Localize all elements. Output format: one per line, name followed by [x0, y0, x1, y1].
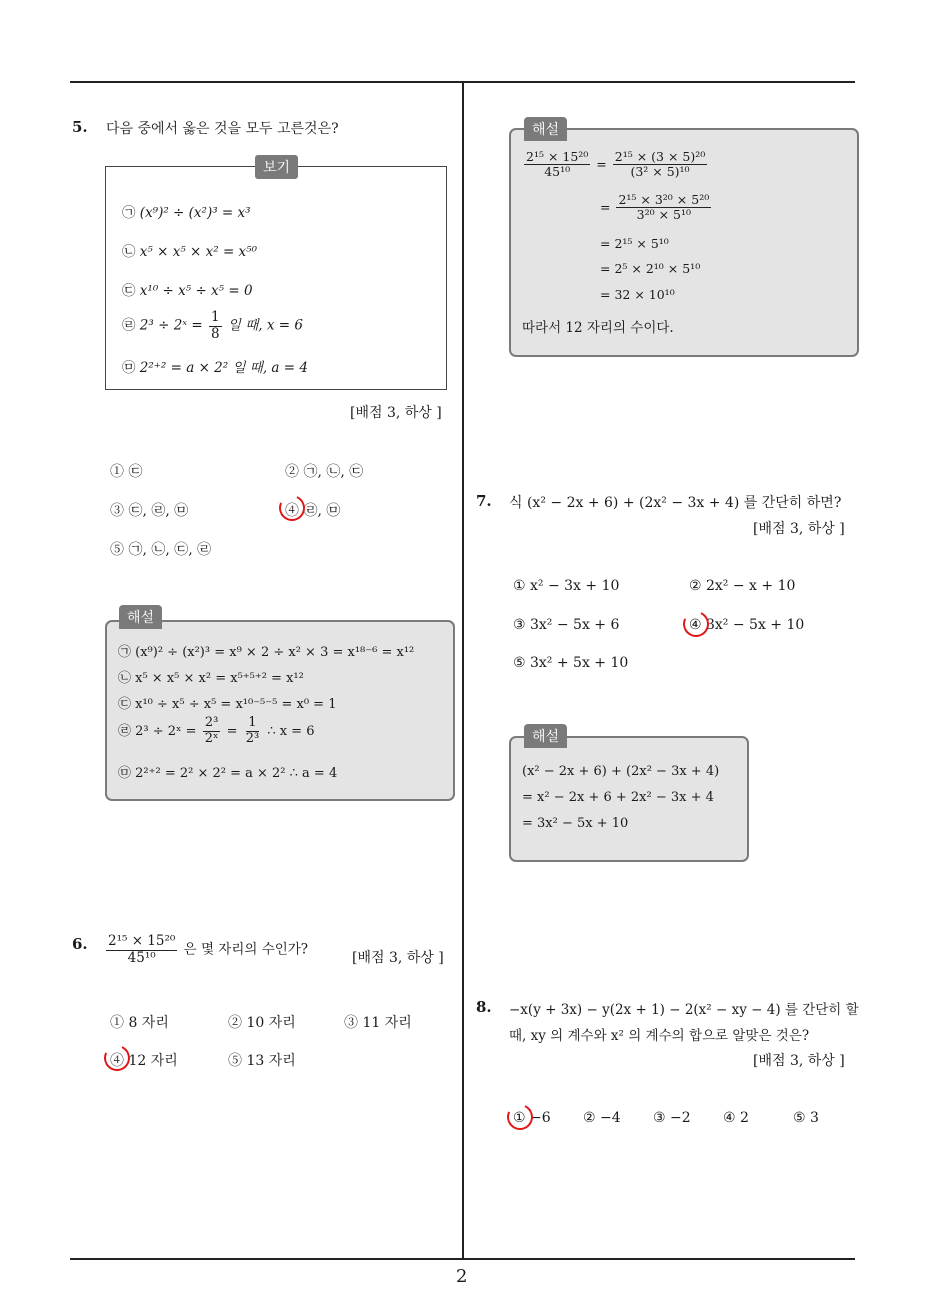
q8-choice-3[interactable]: ③ −2 [653, 1110, 691, 1126]
q7-choice-2[interactable]: ② 2x² − x + 10 [689, 578, 796, 594]
q5-bogi-item-2: ㉡ x⁵ × x⁵ × x² = x⁵⁰ [122, 244, 257, 260]
q6-question: $\frac{\text{2¹⁵ × 15²⁰}}{\text{45¹⁰}}$ 은 몇 자리의 수인가? [108, 933, 309, 966]
q6-solution-line-5: = 32 × 10¹⁰ [600, 287, 675, 302]
q5-item4-fraction: $\frac{1}{8}$ [210, 309, 220, 342]
q5-choice-5[interactable]: ⑤ ㉠, ㉡, ㉢, ㉣ [110, 542, 212, 558]
q5-bogi-item-3: ㉢ x¹⁰ ÷ x⁵ ÷ x⁵ = 0 [122, 283, 253, 299]
q5-score: [배점 3, 하상 ] [350, 405, 442, 421]
q5-choice-1[interactable]: ① ㉢ [110, 464, 143, 480]
q7-choice-4[interactable]: ④ 3x² − 5x + 10 [689, 617, 805, 633]
q6-choice-5[interactable]: ⑤ 13 자리 [228, 1053, 296, 1069]
q6-solution-label: 해설 [524, 117, 567, 141]
q5-choice-2[interactable]: ② ㉠, ㉡, ㉢ [285, 464, 364, 480]
q6-choice-2[interactable]: ② 10 자리 [228, 1015, 296, 1031]
q5-choice-3[interactable]: ③ ㉢, ㉣, ㉤ [110, 503, 189, 519]
q7-choice-1[interactable]: ① x² − 3x + 10 [513, 578, 620, 594]
q8-question-line-2: 때, xy 의 계수와 x² 의 계수의 합으로 알맞은 것은? [509, 1028, 810, 1044]
q8-choice-4[interactable]: ④ 2 [723, 1110, 749, 1126]
q6-solution-line-4: = 2⁵ × 2¹⁰ × 5¹⁰ [600, 261, 701, 276]
q5-solution-line-1: ㉠ (x⁹)² ÷ (x²)³ = x⁹ × 2 ÷ x² × 3 = x¹⁸⁻⁶ = x¹² [118, 645, 415, 660]
q5-solution-line-5: ㉤ 2²⁺² = 2² × 2² = a × 2² ∴ a = 4 [118, 766, 338, 781]
q5-solution-line-4: ㉣ 2³ ÷ 2ˣ = $\frac{\text{2³}}{\text{2ˣ}}$ = $\frac{1}{\text{2³}}$ ∴ x = 6 [118, 715, 315, 746]
page-number: 2 [456, 1266, 468, 1287]
q5-bogi-item-1: ㉠ (x⁹)² ÷ (x²)³ = x³ [122, 205, 251, 221]
q7-score: [배점 3, 하상 ] [753, 521, 845, 537]
q6-choice-4[interactable]: ④ 12 자리 [110, 1053, 178, 1069]
q5-bogi-item-4: ㉣ 2³ ÷ 2ˣ = $\frac{1}{8}$ 일 때, x = 6 [122, 309, 303, 342]
q7-answer-circle-icon [679, 607, 712, 640]
q8-choice-2[interactable]: ② −4 [583, 1110, 621, 1126]
bottom-rule [70, 1258, 855, 1260]
q5-question: 다음 중에서 옳은 것을 모두 고른것은? [106, 121, 339, 137]
q6-solution-line-2: = $\frac{\text{2¹⁵ × 3²⁰ × 5²⁰}}{\text{3²⁰ × 5¹⁰}}$ [600, 192, 710, 223]
q5-solution-label: 해설 [119, 605, 162, 629]
q8-question-line-1: −x(y + 3x) − y(2x + 1) − 2(x² − xy − 4) 를 간단히 할 [509, 1002, 859, 1018]
q6-fraction: $\frac{\text{2¹⁵ × 15²⁰}}{\text{45¹⁰}}$ [108, 933, 176, 966]
q6-solution-line-1: $\frac{\text{2¹⁵ × 15²⁰}}{\text{45¹⁰}}$ = $\frac{\text{2¹⁵ × (3 × 5)²⁰}}{\text{(3² × 5)¹⁰}}$ [526, 149, 706, 180]
q6-choice-1[interactable]: ① 8 자리 [110, 1015, 169, 1031]
q8-choice-5[interactable]: ⑤ 3 [793, 1110, 819, 1126]
q8-score: [배점 3, 하상 ] [753, 1053, 845, 1069]
q5-bogi-item-5: ㉤ 2²⁺² = a × 2² 일 때, a = 4 [122, 360, 308, 376]
q5-choice-4[interactable]: ④ ㉣, ㉤ [285, 503, 341, 519]
q7-solution-line-2: = x² − 2x + 6 + 2x² − 3x + 4 [522, 790, 714, 805]
q7-solution-label: 해설 [524, 724, 567, 748]
q6-score: [배점 3, 하상 ] [352, 950, 444, 966]
q5-bogi-label: 보기 [255, 155, 298, 179]
q7-solution-line-3: = 3x² − 5x + 10 [522, 816, 629, 831]
q6-solution-conclusion: 따라서 12 자리의 수이다. [522, 320, 674, 336]
q7-question: 식 (x² − 2x + 6) + (2x² − 3x + 4) 를 간단히 하면? [509, 495, 842, 511]
q5-number: 5. [72, 118, 88, 136]
q7-number: 7. [476, 492, 492, 510]
q8-choice-1[interactable]: ① −6 [513, 1110, 551, 1126]
q5-solution-line-2: ㉡ x⁵ × x⁵ × x² = x⁵⁺⁵⁺² = x¹² [118, 671, 304, 686]
column-divider [462, 82, 464, 1259]
q6-solution-line-3: = 2¹⁵ × 5¹⁰ [600, 236, 669, 251]
q8-number: 8. [476, 998, 492, 1016]
q7-solution-line-1: (x² − 2x + 6) + (2x² − 3x + 4) [522, 764, 720, 779]
q5-solution-line-3: ㉢ x¹⁰ ÷ x⁵ ÷ x⁵ = x¹⁰⁻⁵⁻⁵ = x⁰ = 1 [118, 697, 337, 712]
q7-choice-3[interactable]: ③ 3x² − 5x + 6 [513, 617, 620, 633]
q8-answer-circle-icon [503, 1100, 536, 1133]
q6-number: 6. [72, 935, 88, 953]
q6-choice-3[interactable]: ③ 11 자리 [344, 1015, 412, 1031]
q7-choice-5[interactable]: ⑤ 3x² + 5x + 10 [513, 655, 629, 671]
